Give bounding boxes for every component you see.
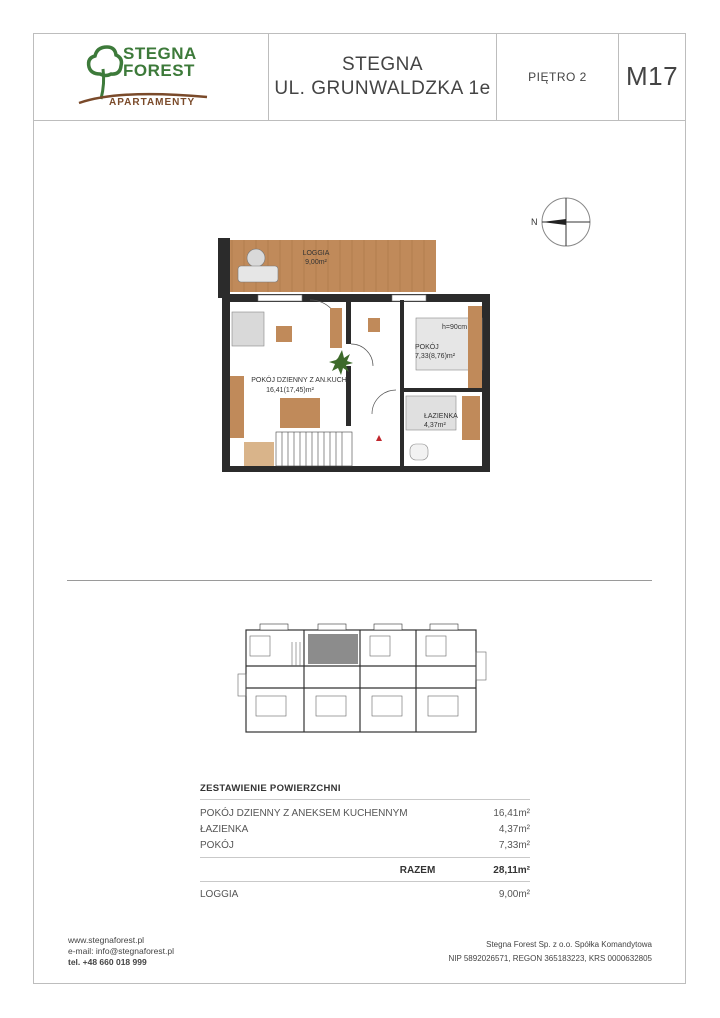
building-key-plan — [232, 622, 492, 742]
compass-north-label: N — [531, 217, 538, 227]
logo-subtitle: APARTAMENTY — [109, 97, 196, 108]
summary-loggia-value: 9,00m² — [498, 888, 530, 900]
bedroom-label: POKÓJ — [415, 344, 439, 351]
summary-total-row — [200, 862, 530, 878]
header — [33, 33, 686, 121]
address-cell — [269, 33, 497, 120]
footer-company — [448, 938, 652, 966]
summary-row — [200, 821, 530, 837]
company-name: Stegna Forest Sp. z o.o. Spółka Komandytowa — [486, 940, 652, 949]
address-street: UL. GRUNWALDZKA 1e — [274, 77, 491, 99]
summary-row-value: 7,33m² — [498, 839, 530, 851]
logo-cell — [33, 33, 269, 120]
living-room-area: 16,41(17,45)m² — [266, 387, 314, 394]
loggia-label: LOGGIA — [302, 250, 330, 257]
unit-highlight — [308, 634, 358, 664]
summary-title-row — [200, 780, 530, 796]
bedroom-area: 7,33(8,76)m² — [415, 353, 456, 360]
phone-number: tel. +48 660 018 999 — [68, 957, 147, 967]
footer-contact — [68, 935, 174, 968]
summary-row-value: 4,37m² — [498, 823, 530, 835]
floor-plan — [210, 236, 510, 476]
loggia-wall — [218, 238, 230, 298]
toilet — [410, 444, 428, 460]
floor-cell — [497, 33, 619, 120]
summary-total-value: 28,11m² — [493, 864, 530, 876]
email-link[interactable]: e-mail: info@stegnaforest.pl — [68, 946, 174, 956]
section-divider — [67, 580, 652, 581]
loggia-area: 9,00m² — [305, 259, 327, 266]
unit-cell — [619, 33, 685, 120]
summary-row — [200, 805, 530, 821]
summary-total-label: RAZEM — [399, 864, 436, 876]
bathroom-cabinet — [462, 396, 480, 440]
summary-loggia-label: LOGGIA — [200, 888, 239, 900]
compass-icon — [530, 192, 600, 252]
floor-label: PIĘTRO 2 — [528, 69, 587, 84]
summary-row — [200, 837, 530, 853]
bathroom-label: ŁAZIENKA — [424, 413, 458, 420]
summary-row-label: POKÓJ DZIENNY Z ANEKSEM KUCHENNYM — [200, 807, 408, 819]
wardrobe — [468, 306, 482, 388]
address-city: STEGNA — [341, 53, 424, 75]
logo-text-forest: FOREST — [123, 61, 195, 80]
summary-title: ZESTAWIENIE POWIERZCHNI — [200, 782, 341, 794]
bed-size-label: h=90cm — [442, 324, 468, 331]
website-link[interactable]: www.stegnaforest.pl — [68, 935, 145, 945]
summary-loggia-row — [200, 886, 530, 902]
summary-row-label: POKÓJ — [200, 839, 234, 851]
bathroom-area: 4,37m² — [424, 422, 446, 429]
unit-number: M17 — [625, 61, 679, 91]
summary-row-value: 16,41m² — [493, 807, 530, 819]
living-room-label: POKÓJ DZIENNY Z AN.KUCH. — [251, 377, 349, 384]
company-registry: NIP 5892026571, REGON 365183223, KRS 0000632805 — [448, 954, 652, 963]
logo-text-stegna: STEGNA — [123, 44, 197, 63]
summary-row-label: ŁAZIENKA — [200, 823, 249, 835]
